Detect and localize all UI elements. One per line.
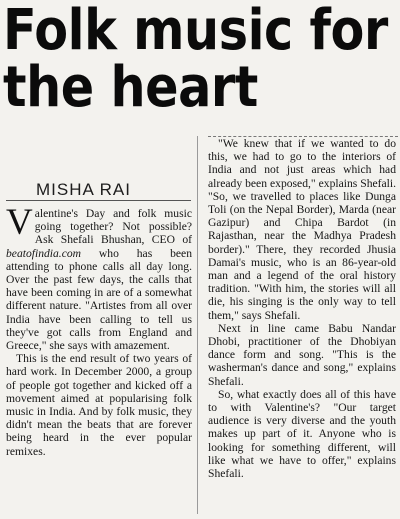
paragraph-1-text-b: who has been attending to phone calls all day long. Over the past few days, the calls that have been coming in are of a somewhat different nature. "Artistes from all over India have been calling to tell us they've got calls from England and Greece," she says with amazement. [6,246,192,353]
drop-cap: V [6,202,33,243]
paragraph-1 [6,202,192,353]
headline [3,0,388,120]
byline: MISHA RAI [36,180,131,199]
paragraph-2: This is the end result of two years of hard work. In December 2000, a group of people got together and kicked off a movement aimed at popularising folk music in India. And by folk music, they didn't mean the beats that are forever being heard in the ever popular remixes. [6,352,192,458]
paragraph-4: Next in line came Babu Nandar Dhobi, practitioner of the Dhobiyan dance form and song. "This is the washerman's dance and song," explains Shefali. [208,321,396,388]
article-column-1 [6,202,192,458]
headline-line-2: the heart [3,55,258,120]
byline-rule [6,200,191,201]
article-column-2 [208,137,396,480]
paragraph-5: So, what exactly does all of this have to with Valentine's? "Our target audience is very diverse and the youth makes up part of it. Anyone who is looking for something different, will like what we have to offer," explains Shefali. [208,387,396,481]
headline-line-1: Folk music for [3,0,388,63]
paragraph-3: "We knew that if we wanted to do this, we had to go to the interiors of India and not just areas which had already been exposed," explains Shefali. "So, we travelled to places like Dunga Toli (on the Nepal Border), Marda (near Gazipur) and Chipa Bardot (in Rajasthan, near the Madhya Pradesh border)." There, they recorded Jhusia Damai's music, who is an 86-year-old man and a legend of the oral history tradition. "With him, the stories will all die, his singing is the only way to tell them," says Shefali. [208,137,396,322]
paragraph-1-text-a: alentine's Day and folk music going together? Not possible? Ask Shefali Bhushan, CEO of [34,207,192,247]
website-name: beatofindia.com [6,246,82,260]
column-divider [197,136,198,514]
